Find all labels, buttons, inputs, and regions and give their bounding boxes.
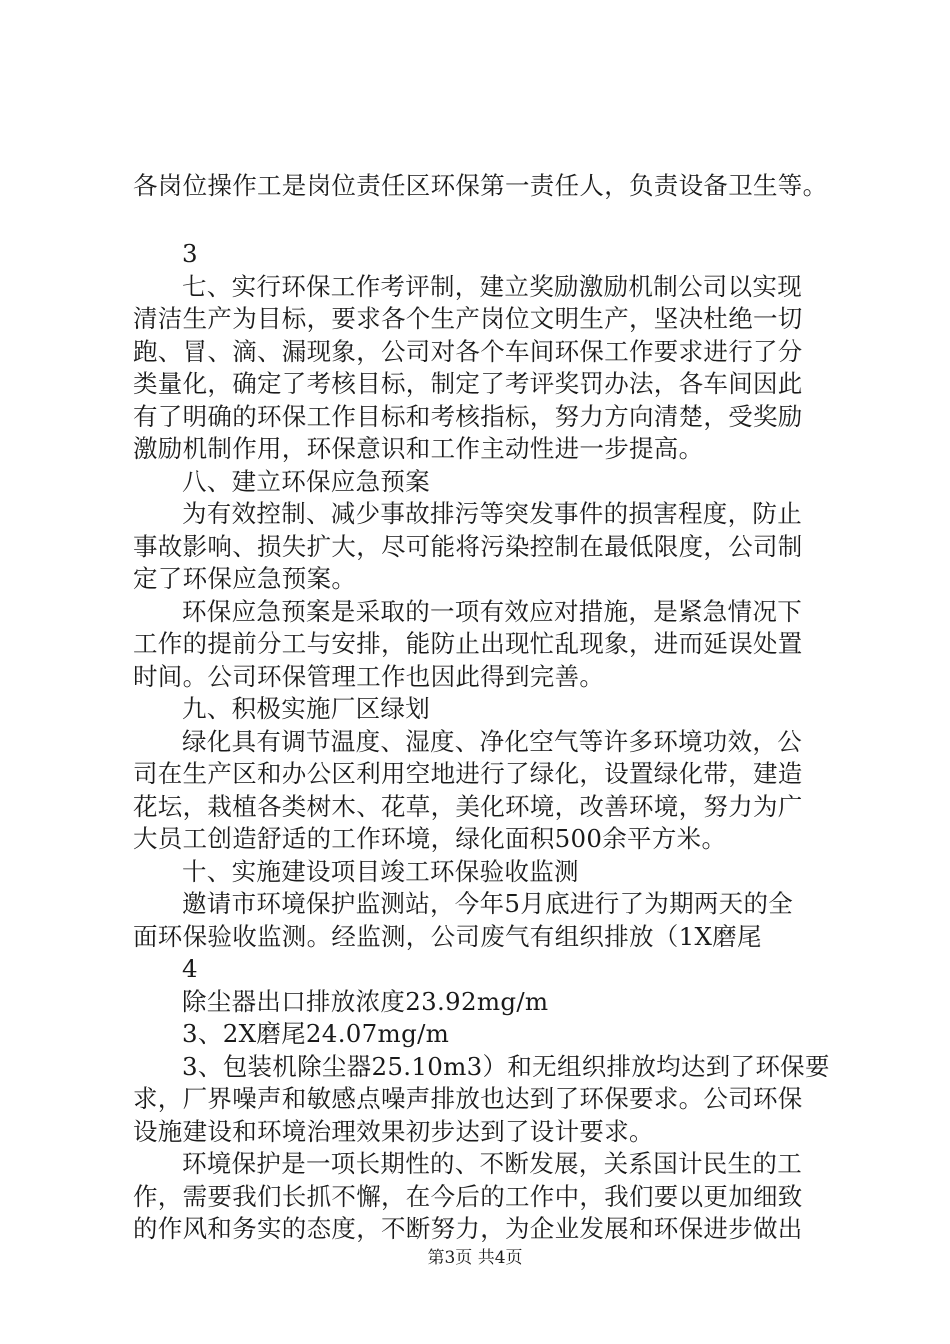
text-line: 工作的提前分工与安排，能防止出现忙乱现象，进而延误处置 xyxy=(133,629,803,658)
text-line: 邀请市环境保护监测站，今年5月底进行了为期两天的全 xyxy=(182,889,794,918)
text-line: 的作风和务实的态度，不断努力，为企业发展和环保进步做出 xyxy=(133,1214,803,1243)
text-line: 定了环保应急预案。 xyxy=(133,564,357,593)
text-line: 事故影响、损失扩大，尽可能将污染控制在最低限度，公司制 xyxy=(133,531,803,561)
text-line: 激励机制作用，环保意识和工作主动性进一步提高。 xyxy=(133,434,704,463)
text-line: 绿化具有调节温度、湿度、净化空气等许多环境功效，公 xyxy=(182,726,802,756)
text-line: 环保应急预案是采取的一项有效应对措施，是紧急情况下 xyxy=(182,596,802,626)
text-line: 各岗位操作工是岗位责任区环保第一责任人，负责设备卫生等。 xyxy=(133,171,828,200)
text-line: 时间。公司环保管理工作也因此得到完善。 xyxy=(133,661,605,691)
section-heading-7: 七、实行环保工作考评制，建立奖励激励机制公司以实现 xyxy=(182,271,802,301)
text-line: 3、2X磨尾24.07mg/m xyxy=(182,1019,450,1048)
section-heading-9: 九、积极实施厂区绿划 xyxy=(182,694,430,723)
text-line: 设施建设和环境治理效果初步达到了设计要求。 xyxy=(133,1116,654,1146)
text-line: 求，厂界噪声和敏感点噪声排放也达到了环保要求。公司环保 xyxy=(133,1084,803,1113)
text-line: 跑、冒、滴、漏现象，公司对各个车间环保工作要求进行了分 xyxy=(133,336,803,366)
text-line: 除尘器出口排放浓度23.92mg/m xyxy=(182,986,549,1016)
text-line: 面环保验收监测。经监测，公司废气有组织排放（1X磨尾 xyxy=(133,921,762,951)
page-number-label: 第3页 共4页 xyxy=(427,1248,523,1268)
text-line: 花坛，栽植各类树木、花草，美化环境，改善环境，努力为广 xyxy=(133,791,803,821)
text-line: 作，需要我们长抓不懈，在今后的工作中，我们要以更加细致 xyxy=(133,1181,803,1211)
text-line: 类量化，确定了考核目标，制定了考评奖罚办法，各车间因此 xyxy=(133,369,803,398)
text-line: 大员工创造舒适的工作环境，绿化面积500余平方米。 xyxy=(133,824,727,853)
page-footer xyxy=(0,1247,950,1269)
text-line: 有了明确的环保工作目标和考核指标，努力方向清楚，受奖励 xyxy=(133,401,803,431)
section-heading-10: 十、实施建设项目竣工环保验收监测 xyxy=(182,856,579,886)
text-line: 为有效控制、减少事故排污等突发事件的损害程度，防止 xyxy=(182,499,802,528)
section-heading-8: 八、建立环保应急预案 xyxy=(182,466,430,496)
body-text-top xyxy=(133,170,833,203)
body-text-main xyxy=(133,238,833,1246)
page-marker: 3 xyxy=(182,239,198,268)
page-marker: 4 xyxy=(182,954,198,983)
text-line: 环境保护是一项长期性的、不断发展，关系国计民生的工 xyxy=(182,1149,802,1178)
text-line: 司在生产区和办公区利用空地进行了绿化，设置绿化带，建造 xyxy=(133,759,803,788)
text-line: 3、包装机除尘器25.10m3）和无组织排放均达到了环保要 xyxy=(182,1051,830,1081)
text-line: 清洁生产为目标，要求各个生产岗位文明生产，坚决杜绝一切 xyxy=(133,304,803,333)
